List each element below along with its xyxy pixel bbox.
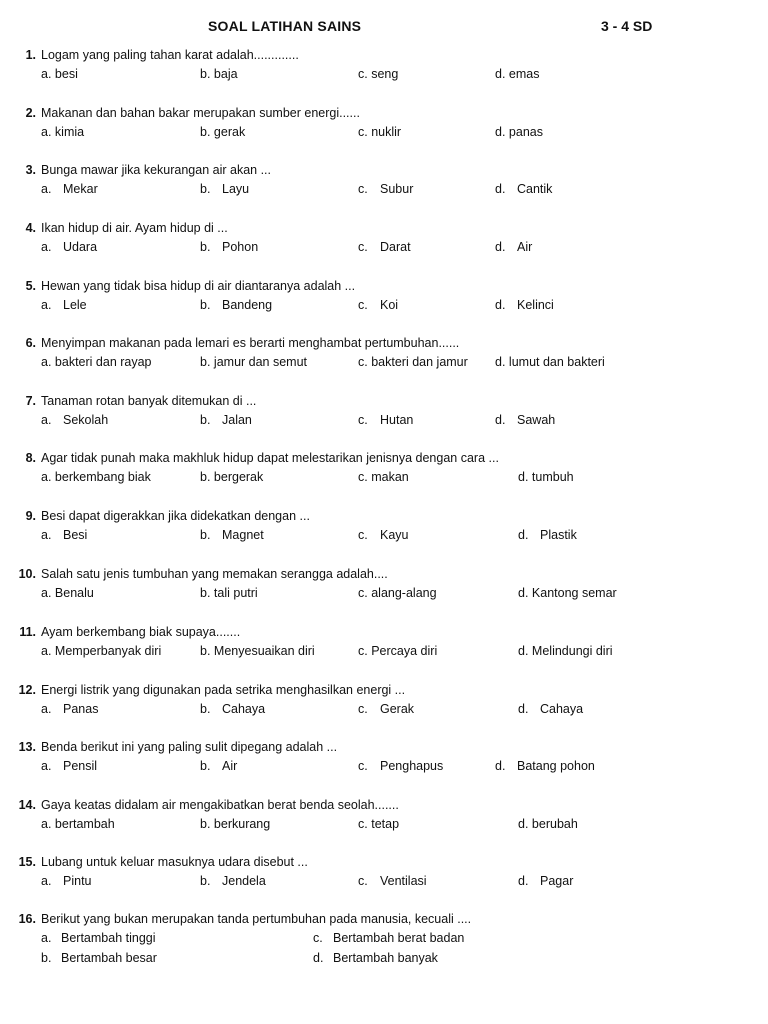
question-13 bbox=[0, 740, 768, 792]
option-b: b. tali putri bbox=[200, 586, 258, 600]
option-c: c. seng bbox=[358, 67, 399, 81]
option-a: a. Pensil bbox=[41, 759, 98, 773]
option-c: c. Ventilasi bbox=[358, 874, 427, 888]
question-number: 6. bbox=[25, 336, 36, 350]
option-d: d. Pagar bbox=[518, 874, 574, 888]
option-a: a. berkembang biak bbox=[41, 470, 151, 484]
question-text: Ikan hidup di air. Ayam hidup di ... bbox=[41, 221, 228, 235]
option-d: d. Kelinci bbox=[495, 298, 554, 312]
page-title: SOAL LATIHAN SAINS bbox=[208, 18, 362, 34]
option-b: b. Menyesuaikan diri bbox=[200, 644, 315, 658]
option-a: a. Bertambah tinggi bbox=[41, 931, 156, 945]
question-8 bbox=[0, 451, 768, 503]
question-number: 8. bbox=[25, 451, 36, 465]
question-number: 14. bbox=[18, 798, 36, 812]
question-text: Menyimpan makanan pada lemari es berarti menghambat pertumbuhan...... bbox=[41, 336, 460, 350]
option-b: b. jamur dan semut bbox=[200, 355, 308, 369]
option-c: c. Hutan bbox=[358, 413, 414, 427]
option-b: b. Jendela bbox=[200, 874, 266, 888]
question-1 bbox=[0, 48, 768, 100]
option-a: a. Besi bbox=[41, 528, 88, 542]
question-text: Bunga mawar jika kekurangan air akan ... bbox=[41, 163, 271, 177]
question-text: Berikut yang bukan merupakan tanda pertumbuhan pada manusia, kecuali .... bbox=[41, 912, 472, 926]
question-16 bbox=[0, 912, 768, 982]
option-d: d. Batang pohon bbox=[495, 759, 595, 773]
question-number: 9. bbox=[25, 509, 36, 523]
option-a: a. Mekar bbox=[41, 182, 98, 196]
option-b: b. Pohon bbox=[200, 240, 259, 254]
question-text: Makanan dan bahan bakar merupakan sumber energi...... bbox=[41, 106, 360, 120]
option-c: c. alang-alang bbox=[358, 586, 437, 600]
option-c: c. Darat bbox=[358, 240, 411, 254]
question-number: 12. bbox=[18, 683, 36, 697]
page-header bbox=[0, 18, 768, 38]
question-number: 1. bbox=[25, 48, 36, 62]
question-number: 7. bbox=[25, 394, 36, 408]
option-c: c. nuklir bbox=[358, 125, 402, 139]
question-text: Energi listrik yang digunakan pada setrika menghasilkan energi ... bbox=[41, 683, 406, 697]
option-c: c. Kayu bbox=[358, 528, 409, 542]
option-d: d. Melindungi diri bbox=[518, 644, 613, 658]
question-text: Agar tidak punah maka makhluk hidup dapat melestarikan jenisnya dengan cara ... bbox=[41, 451, 499, 465]
option-a: a. Udara bbox=[41, 240, 98, 254]
option-d: d. Cahaya bbox=[518, 702, 584, 716]
question-14 bbox=[0, 798, 768, 850]
option-c: c. tetap bbox=[358, 817, 400, 831]
option-a: a. Pintu bbox=[41, 874, 92, 888]
option-d: d. Kantong semar bbox=[518, 586, 617, 600]
question-number: 16. bbox=[18, 912, 36, 926]
question-text: Hewan yang tidak bisa hidup di air diantaranya adalah ... bbox=[41, 279, 356, 293]
option-b: b. Layu bbox=[200, 182, 250, 196]
option-c: c. Gerak bbox=[358, 702, 415, 716]
question-text: Besi dapat digerakkan jika didekatkan dengan ... bbox=[41, 509, 310, 523]
question-text: Logam yang paling tahan karat adalah............. bbox=[41, 48, 299, 62]
question-9 bbox=[0, 509, 768, 561]
option-d: d. Bertambah banyak bbox=[313, 951, 438, 965]
question-11 bbox=[0, 625, 768, 677]
option-b: b. gerak bbox=[200, 125, 246, 139]
option-a: a. Panas bbox=[41, 702, 99, 716]
option-c: c. Percaya diri bbox=[358, 644, 438, 658]
option-d: d. berubah bbox=[518, 817, 578, 831]
question-number: 5. bbox=[25, 279, 36, 293]
question-text: Benda berikut ini yang paling sulit dipegang adalah ... bbox=[41, 740, 338, 754]
option-c: c. Koi bbox=[358, 298, 399, 312]
question-number: 11. bbox=[19, 625, 36, 639]
question-4 bbox=[0, 221, 768, 273]
option-b: b. Jalan bbox=[200, 413, 252, 427]
question-number: 10. bbox=[18, 567, 36, 581]
option-d: d. tumbuh bbox=[518, 470, 574, 484]
question-number: 13. bbox=[18, 740, 36, 754]
question-text: Salah satu jenis tumbuhan yang memakan serangga adalah.... bbox=[41, 567, 388, 581]
option-b: b. Cahaya bbox=[200, 702, 266, 716]
option-a: a. besi bbox=[41, 67, 78, 81]
option-d: d. Air bbox=[495, 240, 533, 254]
question-10 bbox=[0, 567, 768, 619]
option-b: b. bergerak bbox=[200, 470, 264, 484]
option-b: b. baja bbox=[200, 67, 238, 81]
question-number: 2. bbox=[25, 106, 36, 120]
option-a: a. kimia bbox=[41, 125, 85, 139]
question-5 bbox=[0, 279, 768, 331]
option-a: a. Benalu bbox=[41, 586, 94, 600]
option-d: d. lumut dan bakteri bbox=[495, 355, 605, 369]
option-c: c. Bertambah berat badan bbox=[313, 931, 465, 945]
question-text: Lubang untuk keluar masuknya udara disebut ... bbox=[41, 855, 308, 869]
option-c: c. Penghapus bbox=[358, 759, 444, 773]
option-b: b. Bandeng bbox=[200, 298, 273, 312]
question-number: 4. bbox=[25, 221, 36, 235]
question-number: 15. bbox=[18, 855, 36, 869]
option-b: b. Air bbox=[200, 759, 238, 773]
question-text: Tanaman rotan banyak ditemukan di ... bbox=[41, 394, 257, 408]
option-a: a. Sekolah bbox=[41, 413, 109, 427]
question-text: Gaya keatas didalam air mengakibatkan berat benda seolah....... bbox=[41, 798, 399, 812]
option-a: a. bertambah bbox=[41, 817, 115, 831]
question-2 bbox=[0, 106, 768, 158]
option-b: b. berkurang bbox=[200, 817, 271, 831]
question-12 bbox=[0, 683, 768, 735]
option-b: b. Magnet bbox=[200, 528, 264, 542]
question-6 bbox=[0, 336, 768, 388]
option-d: d. Cantik bbox=[495, 182, 553, 196]
option-d: d. Sawah bbox=[495, 413, 556, 427]
option-a: a. Memperbanyak diri bbox=[41, 644, 162, 658]
option-d: d. emas bbox=[495, 67, 540, 81]
question-number: 3. bbox=[25, 163, 36, 177]
option-a: a. Lele bbox=[41, 298, 87, 312]
question-7 bbox=[0, 394, 768, 446]
option-d: d. Plastik bbox=[518, 528, 577, 542]
question-15 bbox=[0, 855, 768, 907]
question-3 bbox=[0, 163, 768, 215]
option-d: d. panas bbox=[495, 125, 543, 139]
question-text: Ayam berkembang biak supaya....... bbox=[41, 625, 241, 639]
option-c: c. bakteri dan jamur bbox=[358, 355, 468, 369]
option-c: c. makan bbox=[358, 470, 409, 484]
grade-label: 3 - 4 SD bbox=[601, 18, 653, 34]
option-a: a. bakteri dan rayap bbox=[41, 355, 152, 369]
option-c: c. Subur bbox=[358, 182, 414, 196]
option-b: b. Bertambah besar bbox=[41, 951, 157, 965]
